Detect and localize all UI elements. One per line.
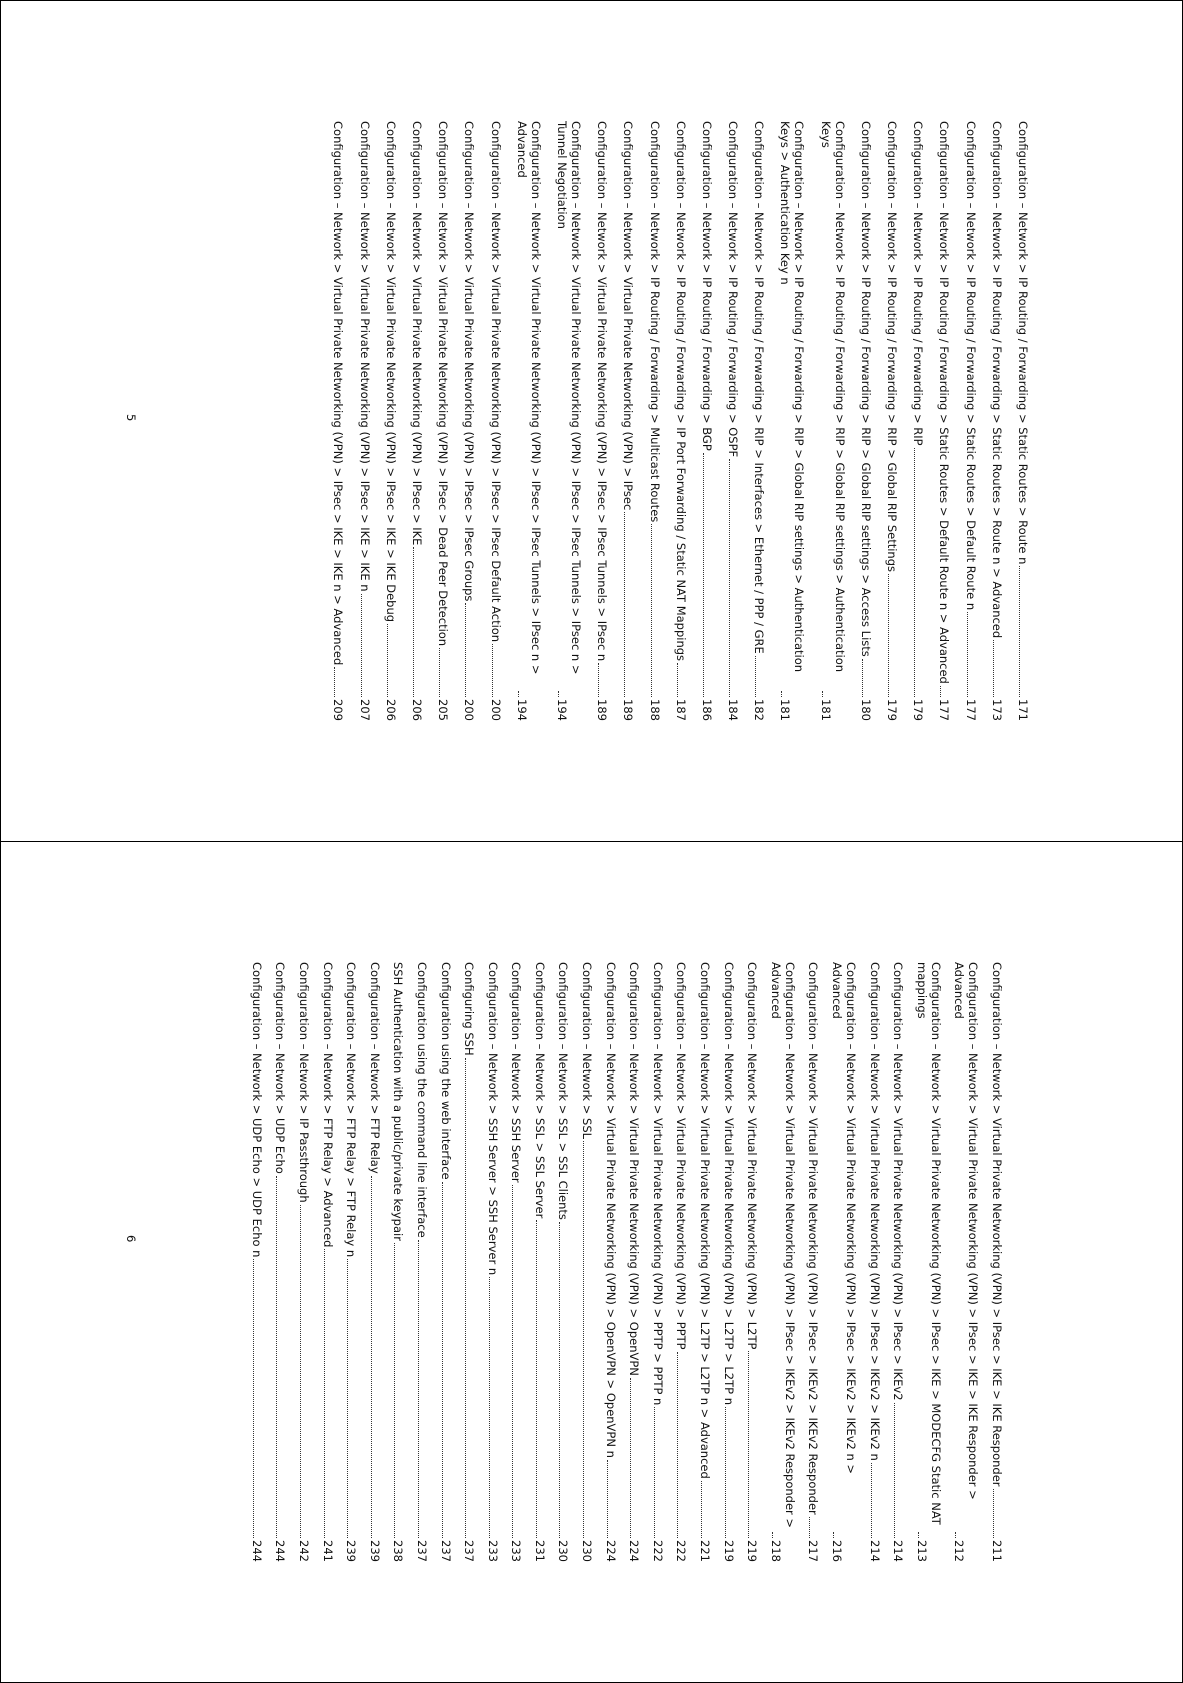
toc-entry: [745, 962, 759, 1562]
page-number: 5: [124, 414, 138, 422]
toc-entry-page: 244: [249, 1540, 264, 1562]
toc-entry-title: Configuration – Network > Virtual Private Networking (VPN) > IPsec > IKEv2 > IKEv2 Responder > Advanced: [768, 962, 797, 1529]
toc-entry-page: 173: [989, 699, 1004, 721]
dot-leader: [387, 624, 388, 697]
toc-entry: [410, 121, 424, 721]
toc-entry-page: 224: [603, 1540, 618, 1562]
toc-entry-page: 219: [721, 1540, 736, 1562]
toc-entry: [486, 962, 500, 1562]
toc-entry: [555, 121, 583, 721]
dot-leader: [894, 1403, 895, 1538]
toc-entry-title: Configuration – Network > IP Routing / Forwarding > RIP > Global RIP Settings: [885, 121, 900, 572]
toc-entry: [621, 121, 635, 721]
toc-entry-title: Configuration – Network > SSL: [580, 962, 595, 1140]
toc-entry-title: Configuration – Network > Virtual Private Networking (VPN) > PPTP > PPTP n: [650, 962, 665, 1406]
toc-entry-page: 237: [438, 1540, 453, 1562]
dot-leader: [940, 686, 941, 697]
toc-entry-page: 200: [462, 699, 477, 721]
toc-entry-title: Configuration – Network > Virtual Private Networking (VPN) > IPsec > IKE > IKE n > Advanced: [331, 121, 346, 666]
toc-entry-title: Configuration – Network > IP Routing / Forwarding > RIP > Global RIP settings > Authentication Keys > Authentication Key n: [778, 121, 807, 673]
toc-entry-page: 242: [296, 1540, 311, 1562]
toc-entry-page: 180: [858, 699, 873, 721]
toc-entry-page: 217: [806, 1540, 821, 1562]
toc-entry-title: Configuration – Network > SSH Server > SSH Server n: [485, 962, 500, 1276]
dot-leader: [465, 1058, 466, 1538]
dot-leader: [809, 1517, 810, 1538]
dot-leader: [518, 691, 519, 697]
dot-leader: [833, 1532, 834, 1538]
toc-entry-page: 194: [555, 699, 569, 721]
toc-entry-title: SSH Authentication with a public/private keypair: [391, 962, 406, 1241]
toc-entry-title: Configuration – Network > Virtual Private Networking (VPN) > L2TP: [745, 962, 760, 1350]
toc-entry: [415, 962, 429, 1562]
dot-leader: [888, 574, 889, 697]
dot-leader: [536, 1220, 537, 1538]
toc-entry-title: Configuration – Network > Virtual Private Networking (VPN) > IPsec > IKEv2: [891, 962, 906, 1401]
toc-entry-page: 230: [580, 1540, 595, 1562]
dot-leader: [654, 1407, 655, 1538]
toc-entry-title: Configuration – Network > Virtual Private Networking (VPN) > IPsec > IKE > IKE Responder > Advanced: [952, 962, 981, 1500]
toc-entry: [509, 962, 523, 1562]
dot-leader: [993, 640, 994, 697]
toc-entry: [580, 962, 594, 1562]
dot-leader: [701, 1481, 702, 1538]
dot-leader: [324, 1249, 325, 1538]
dot-leader: [624, 512, 625, 697]
toc-entry-page: 221: [698, 1540, 713, 1562]
toc-entry: [250, 962, 264, 1562]
page-number: 6: [124, 1235, 138, 1243]
toc-entry: [885, 121, 899, 721]
toc-entry-page: 231: [532, 1540, 547, 1562]
toc-list: [319, 121, 1030, 721]
dot-leader: [607, 1460, 608, 1538]
toc-entry-title: Configuration – Network > Virtual Private Networking (VPN) > L2TP > L2TP n > Advanced: [698, 962, 713, 1479]
toc-entry-title: Configuration – Network > UDP Echo > UDP Echo n: [249, 962, 264, 1258]
toc-entry: [595, 121, 609, 721]
toc-entry-title: Configuration – Network > Virtual Private Networking (VPN) > IPsec > IPsec Tunnels > IPsec n > Tunnel Negotiation: [555, 121, 583, 675]
toc-list: [240, 962, 1004, 1562]
toc-entry: [915, 962, 943, 1562]
toc-entry-title: Configuration – Network > IP Routing / Forwarding > RIP > Global RIP settings > Authentication Keys: [818, 121, 847, 673]
toc-entry-page: 187: [673, 699, 688, 721]
toc-entry-page: 181: [818, 699, 833, 721]
toc-entry-title: Configuration – Network > UDP Echo: [273, 962, 288, 1174]
toc-entry-page: 238: [391, 1540, 406, 1562]
toc-entry-title: Configuration – Network > SSL > SSL Server: [532, 962, 547, 1219]
dot-leader: [394, 1243, 395, 1538]
dot-leader: [418, 1240, 419, 1538]
dot-leader: [583, 1141, 584, 1538]
toc-entry: [964, 121, 978, 721]
toc-entry-title: Configuration – Network > Virtual Private Networking (VPN) > L2TP > L2TP n: [721, 962, 736, 1406]
dot-leader: [862, 659, 863, 697]
toc-entry-title: Configuration – Network > IP Routing / Forwarding > Static Routes > Default Route n > Advanced: [937, 121, 952, 684]
toc-entry-title: Configuration – Network > IP Passthrough: [296, 962, 311, 1203]
toc-entry-title: Configuration – Network > SSL > SSL Clients: [556, 962, 571, 1220]
toc-entry: [700, 121, 714, 721]
rotated-page-5: [1, 1, 1182, 841]
toc-entry: [604, 962, 618, 1562]
dot-leader: [413, 547, 414, 697]
toc-entry: [937, 121, 951, 721]
toc-entry-title: Configuration – Network > IP Routing / Forwarding > RIP > Global RIP settings > Access Lists: [858, 121, 873, 657]
dot-leader: [1019, 566, 1020, 697]
toc-entry-page: 194: [514, 699, 529, 721]
toc-entry-page: 237: [462, 1540, 477, 1562]
toc-entry-title: Configuration – Network > Virtual Private Networking (VPN) > IPsec > IKE > IKE Debug: [383, 121, 398, 623]
toc-entry-title: Configuration – Network > Virtual Private Networking (VPN) > IPsec > IKE > IKE n: [357, 121, 372, 592]
toc-entry-title: Configuration – Network > Virtual Private Networking (VPN) > IPsec > IPsec Tunnels > IPsec n: [595, 121, 610, 662]
dot-leader: [465, 603, 466, 697]
toc-entry: [439, 962, 453, 1562]
toc-entry: [462, 121, 476, 721]
dot-leader: [492, 644, 493, 697]
toc-entry-page: 188: [647, 699, 662, 721]
toc-entry: [651, 962, 665, 1562]
toc-entry: [891, 962, 905, 1562]
toc-entry: [868, 962, 882, 1562]
dot-leader: [914, 448, 915, 697]
toc-entry-title: Configuration – Network > Virtual Private Networking (VPN) > IPsec: [621, 121, 636, 511]
toc-entry: [1016, 121, 1030, 721]
toc-entry: [384, 121, 398, 721]
toc-entry-page: 233: [509, 1540, 524, 1562]
toc-entry-page: 206: [410, 699, 425, 721]
toc-entry: [769, 962, 797, 1562]
dot-leader: [993, 1489, 994, 1539]
toc-entry: [297, 962, 311, 1562]
toc-entry: [332, 121, 346, 721]
toc-entry: [779, 121, 807, 721]
dot-leader: [772, 1532, 773, 1538]
toc-entry-title: Configuration – Network > Virtual Private Networking (VPN) > IPsec > IKEv2 > IKEv2 n: [867, 962, 882, 1461]
dot-leader: [560, 1222, 561, 1538]
toc-entry-page: 189: [595, 699, 610, 721]
toc-entry-page: 214: [867, 1540, 882, 1562]
toc-entry-page: 179: [885, 699, 900, 721]
toc-entry-page: 233: [485, 1540, 500, 1562]
toc-entry: [752, 121, 766, 721]
dot-leader: [651, 524, 652, 697]
toc-entry-title: Configuration – Network > Virtual Private Networking (VPN) > IPsec > IKE: [410, 121, 425, 546]
toc-entry-title: Configuration – Network > IP Routing / Forwarding > IP Port Forwarding / Static NAT Mappings: [673, 121, 688, 662]
toc-entry-page: 224: [627, 1540, 642, 1562]
toc-entry: [533, 962, 547, 1562]
toc-entry-page: 182: [752, 699, 767, 721]
toc-entry: [436, 121, 450, 721]
dot-leader: [677, 1352, 678, 1538]
toc-entry-title: Configuration – Network > Virtual Private Networking (VPN) > IPsec > IKEv2 > IKEv2 Responder: [806, 962, 821, 1515]
dot-leader: [822, 691, 823, 697]
toc-entry: [806, 962, 820, 1562]
toc-entry-page: 239: [367, 1540, 382, 1562]
toc-entry-title: Configuration – Network > Virtual Private Networking (VPN) > OpenVPN > OpenVPN n: [603, 962, 618, 1458]
toc-entry-page: 179: [911, 699, 926, 721]
toc-entry-title: Configuration – Network > IP Routing / Forwarding > RIP: [911, 121, 926, 446]
dot-leader: [630, 1378, 631, 1538]
dot-leader: [253, 1259, 254, 1538]
toc-entry-page: 200: [488, 699, 503, 721]
toc-entry: [952, 962, 980, 1562]
toc-entry-title: Configuring SSH: [462, 962, 477, 1056]
toc-entry: [726, 121, 740, 721]
dot-leader: [725, 1407, 726, 1538]
toc-entry-page: 241: [320, 1540, 335, 1562]
toc-entry: [674, 962, 688, 1562]
toc-entry: [911, 121, 925, 721]
dot-leader: [347, 1259, 348, 1538]
toc-entry: [990, 962, 1004, 1562]
dot-leader: [748, 1351, 749, 1538]
toc-entry-page: 184: [726, 699, 741, 721]
dot-leader: [335, 667, 336, 697]
toc-entry: [627, 962, 641, 1562]
dot-leader: [512, 1185, 513, 1538]
toc-entry-title: Configuration – Network > Virtual Private Networking (VPN) > IPsec > IPsec Groups: [462, 121, 477, 602]
toc-entry-page: 186: [699, 699, 714, 721]
toc-entry-page: 239: [344, 1540, 359, 1562]
toc-entry-page: 222: [674, 1540, 689, 1562]
toc-entry-page: 211: [990, 1540, 1004, 1562]
dot-leader: [371, 1176, 372, 1538]
toc-entry-page: 181: [778, 699, 793, 721]
toc-entry: [462, 962, 476, 1562]
toc-entry: [489, 121, 503, 721]
toc-entry: [358, 121, 372, 721]
toc-entry-title: Configuration – Network > Virtual Private Networking (VPN) > IPsec > IPsec Default Action: [488, 121, 503, 643]
toc-entry: [859, 121, 873, 721]
toc-entry-title: Configuration – Network > Virtual Private Networking (VPN) > OpenVPN: [627, 962, 642, 1376]
toc-entry-page: 209: [331, 699, 346, 721]
toc-entry-page: 177: [963, 699, 978, 721]
toc-entry-title: Configuration – Network > Virtual Private Networking (VPN) > IPsec > IKEv2 > IKEv2 n > Advanced: [830, 962, 859, 1475]
toc-entry-title: Configuration – Network > IP Routing / Forwarding > BGP: [699, 121, 714, 451]
toc-entry: [344, 962, 358, 1562]
dot-leader: [442, 1182, 443, 1538]
toc-entry-page: 213: [914, 1540, 929, 1562]
toc-entry-title: Configuration – Network > Virtual Private Networking (VPN) > IPsec > Dead Peer Detection: [436, 121, 451, 647]
dot-leader: [361, 594, 362, 698]
toc-entry: [819, 121, 847, 721]
toc-entry-page: 237: [414, 1540, 429, 1562]
dot-leader: [439, 648, 440, 697]
dot-leader: [276, 1176, 277, 1538]
toc-entry: [515, 121, 543, 721]
toc-entry-page: 212: [952, 1540, 967, 1562]
toc-entry-page: 230: [556, 1540, 571, 1562]
toc-entry-title: Configuration – Network > Virtual Private Networking (VPN) > IPsec > IKE > MODECFG Static NAT mappings: [914, 962, 943, 1525]
toc-entry-title: Configuration – Network > SSH Server: [509, 962, 524, 1183]
toc-entry: [990, 121, 1004, 721]
dot-leader: [918, 1532, 919, 1538]
toc-entry-title: Configuration – Network > Virtual Private Networking (VPN) > IPsec > IPsec Tunnels > IPsec n > Advanced: [514, 121, 543, 675]
document-page-lower: [0, 841, 1183, 1683]
dot-leader: [755, 656, 756, 697]
dot-leader: [955, 1532, 956, 1538]
toc-entry-page: 171: [1016, 699, 1030, 721]
dot-leader: [300, 1205, 301, 1538]
toc-entry-page: 206: [383, 699, 398, 721]
dot-leader: [703, 453, 704, 697]
toc-entry: [273, 962, 287, 1562]
toc-entry-page: 216: [830, 1540, 845, 1562]
toc-entry-title: Configuration – Network > IP Routing / Forwarding > Static Routes > Route n > Advanced: [989, 121, 1004, 639]
toc-entry: [391, 962, 405, 1562]
toc-entry: [321, 962, 335, 1562]
toc-entry-page: 219: [745, 1540, 760, 1562]
toc-entry: [648, 121, 662, 721]
toc-entry-page: 205: [436, 699, 451, 721]
toc-entry-title: Configuration – Network > IP Routing / Forwarding > OSPF: [726, 121, 741, 458]
toc-entry: [557, 962, 571, 1562]
toc-entry-page: 189: [621, 699, 636, 721]
dot-leader: [558, 691, 559, 697]
dot-leader: [967, 612, 968, 697]
toc-entry: [698, 962, 712, 1562]
toc-entry-title: Configuration – Network > Virtual Private Networking (VPN) > IPsec > IKE > IKE Responder: [990, 962, 1004, 1487]
toc-entry-title: Configuration using the command line interface: [414, 962, 429, 1238]
dot-leader: [598, 663, 599, 697]
toc-entry-title: Configuration – Network > IP Routing / Forwarding > Static Routes > Default Route n: [963, 121, 978, 611]
dot-leader: [782, 691, 783, 697]
toc-entry-page: 214: [891, 1540, 906, 1562]
dot-leader: [489, 1277, 490, 1538]
toc-entry-title: Configuration using the web interface: [438, 962, 453, 1180]
toc-entry-page: 207: [357, 699, 372, 721]
toc-entry-title: Configuration – Network > IP Routing / Forwarding > RIP > Interfaces > Ethernet / PPP / GRE: [752, 121, 767, 654]
toc-entry-title: Configuration – Network > IP Routing / Forwarding > Multicast Routes: [647, 121, 662, 523]
dot-leader: [677, 663, 678, 697]
toc-entry-title: Configuration – Network > IP Routing / Forwarding > Static Routes > Route n: [1016, 121, 1030, 565]
dot-leader: [871, 1463, 872, 1538]
toc-entry-title: Configuration – Network > FTP Relay > FTP Relay n: [344, 962, 359, 1258]
toc-entry-title: Configuration – Network > FTP Relay > Advanced: [320, 962, 335, 1248]
toc-entry-page: 222: [650, 1540, 665, 1562]
toc-entry-page: 177: [937, 699, 952, 721]
toc-entry-title: Configuration – Network > Virtual Private Networking (VPN) > PPTP: [674, 962, 689, 1350]
toc-entry: [830, 962, 858, 1562]
toc-entry: [368, 962, 382, 1562]
toc-entry: [722, 962, 736, 1562]
toc-entry-page: 218: [768, 1540, 783, 1562]
toc-entry: [674, 121, 688, 721]
toc-entry-page: 244: [273, 1540, 288, 1562]
toc-entry-title: Configuration – Network > FTP Relay: [367, 962, 382, 1174]
dot-leader: [729, 459, 730, 697]
rotated-page-6: [1, 842, 1182, 1682]
